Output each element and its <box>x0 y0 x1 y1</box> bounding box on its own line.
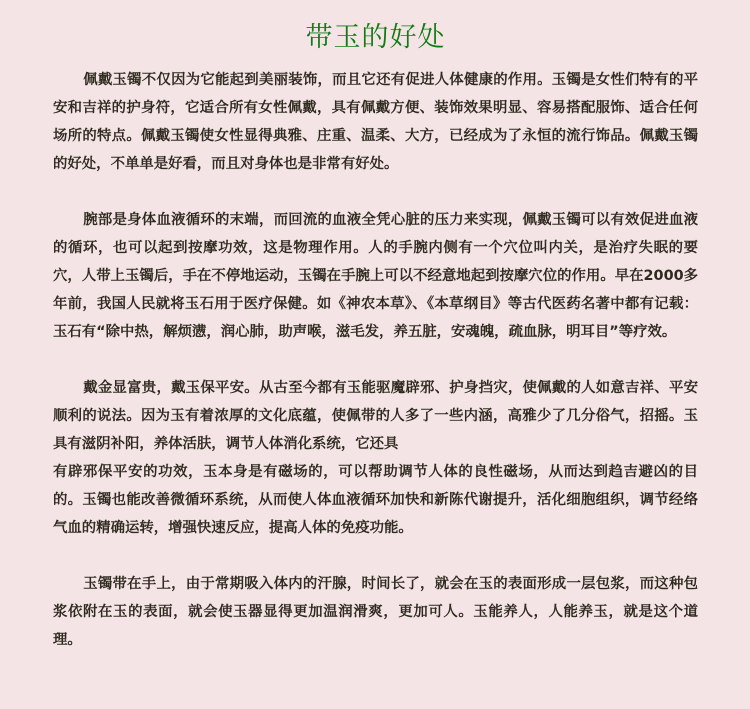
paragraph-text: 玉镯带在手上，由于常期吸入体内的汗腺，时间长了，就会在玉的表面形成一层包浆，而这种包浆依附在玉的表面，就会使玉器显得更加温润滑爽，更加可人。玉能养人，人能养玉，就是这个道理。 <box>53 576 698 648</box>
paragraph-jade-bracelet-benefits <box>53 66 698 178</box>
paragraph-blood-circulation <box>53 206 698 346</box>
article-title: 带玉的好处 <box>305 22 446 53</box>
paragraph-text-continued: 有辟邪保平安的功效，玉本身是有磁场的，可以帮助调节人体的良性磁场，从而达到趋吉避凶的目的。玉镯也能改善微循环系统，从而使人体血液循环加快和新陈代谢提升，活化细胞组织，调节经络气血的精确运转，增强快速反应，提高人体的免疫功能。 <box>53 464 698 536</box>
paragraph-text: 戴金显富贵，戴玉保平安。从古至今都有玉能驱魔辟邪、护身挡灾，使佩戴的人如意吉祥、平安顺利的说法。因为玉有着浓厚的文化底蕴，使佩带的人多了一些内涵，高雅少了几分俗气，招摇。玉具有滋阴补阳，养体活肤，调节人体消化系统，它还具 <box>53 380 698 452</box>
paragraph-protection <box>53 374 698 542</box>
paragraph-jade-nourishes <box>53 570 698 654</box>
paragraph-text: 佩戴玉镯不仅因为它能起到美丽装饰，而且它还有促进人体健康的作用。玉镯是女性们特有的平安和吉祥的护身符，它适合所有女性佩戴，具有佩戴方便、装饰效果明显、容易搭配服饰、适合任何场所的特点。佩戴玉镯使女性显得典雅、庄重、温柔、大方，已经成为了永恒的流行饰品。佩戴玉镯的好处，不单单是好看，而且对身体也是非常有好处。 <box>53 72 698 172</box>
paragraph-text: 腕部是身体血液循环的末端，而回流的血液全凭心脏的压力来实现，佩戴玉镯可以有效促进血液的循环，也可以起到按摩功效，这是物理作用。人的手腕内侧有一个穴位叫内关，是治疗失眠的要穴，人带上玉镯后，手在不停地运动，玉镯在手腕上可以不经意地起到按摩穴位的作用。早在2000多年前，我国人民就将玉石用于医疗保健。如《神农本草》、《本草纲目》等古代医药名著中都有记载：玉石有“除中热，解烦懑，润心肺，助声喉，滋毛发，养五脏，安魂魄，疏血脉，明耳目”等疗效。 <box>53 212 698 340</box>
